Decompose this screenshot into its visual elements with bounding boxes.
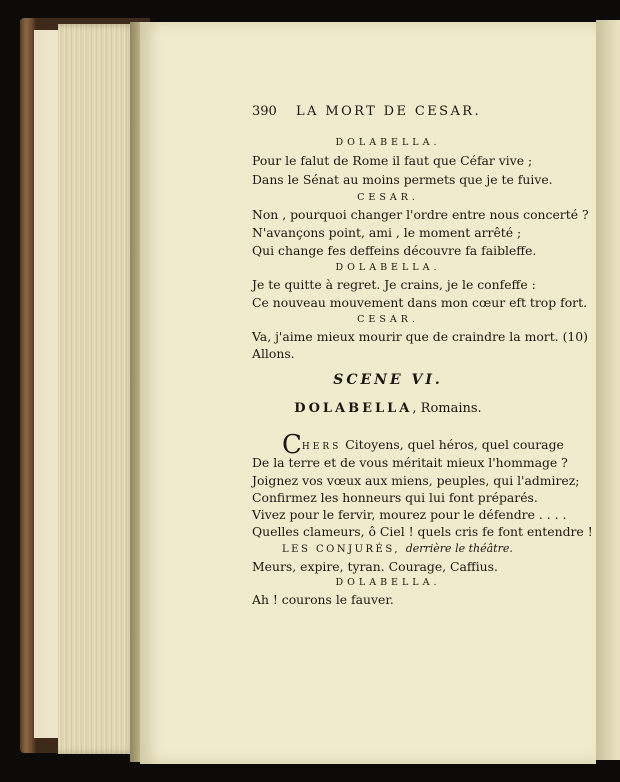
running-title: LA MORT DE CESAR. <box>296 104 481 119</box>
book-page <box>140 22 596 764</box>
stage-note: derrière le théâtre. <box>405 542 513 555</box>
drop-cap: C <box>282 430 302 460</box>
speaker-label: CESAR. <box>357 192 419 203</box>
small-caps: HERS <box>301 442 342 452</box>
stage-speaker: LES CONJURÉS, <box>282 544 401 555</box>
verse-line: Allons. <box>252 346 295 361</box>
verse-text: Citoyens, quel héros, quel courage <box>341 437 564 452</box>
cast-name: DOLABELLA <box>294 401 413 416</box>
facing-page-edge <box>596 20 620 760</box>
verse-line: Joignez vos vœux aux miens, peuples, qui l'admirez; <box>252 473 580 488</box>
scene-cast <box>252 401 524 416</box>
verse-line: Je te quitte à regret. Je crains, je le confeffe : <box>252 277 536 292</box>
verse-line: Ah ! courons le fauver. <box>252 592 394 607</box>
verse-line: N'avançons point, ami , le moment arrêté ; <box>252 225 522 240</box>
scene-title: SCENE VI. <box>333 372 443 388</box>
verse-line: Dans le Sénat au moins permets que je te fuive. <box>252 172 553 187</box>
verse-line: Qui change fes deffeins découvre fa faibleffe. <box>252 243 537 258</box>
verse-line: Ce nouveau mouvement dans mon cœur eft trop fort. <box>252 295 588 310</box>
verse-line: Vivez pour le fervir, mourez pour le défendre . . . . <box>252 507 567 522</box>
stage-direction <box>282 542 513 555</box>
speaker-label: CESAR. <box>357 314 419 325</box>
speaker-label: DOLABELLA. <box>335 137 441 148</box>
verse-line: Quelles clameurs, ô Ciel ! quels cris fe font entendre ! <box>252 524 593 539</box>
verse-line: Non , pourquoi changer l'ordre entre nous concerté ? <box>252 207 589 222</box>
verse-line: Confirmez les honneurs qui lui font préparés. <box>252 490 538 505</box>
speaker-label: DOLABELLA. <box>335 262 441 273</box>
verse-line: Meurs, expire, tyran. Courage, Caffius. <box>252 559 498 574</box>
verse-line <box>282 430 564 460</box>
cast-rest: , Romains. <box>412 401 482 416</box>
verse-line: De la terre et de vous méritait mieux l'hommage ? <box>252 455 568 470</box>
page-number: 390 <box>252 104 277 119</box>
verse-line: Va, j'aime mieux mourir que de craindre la mort. (10) <box>252 329 588 344</box>
verse-line: Pour le falut de Rome il faut que Céfar vive ; <box>252 153 533 168</box>
page-edges <box>58 24 138 754</box>
speaker-label: DOLABELLA. <box>335 577 441 588</box>
